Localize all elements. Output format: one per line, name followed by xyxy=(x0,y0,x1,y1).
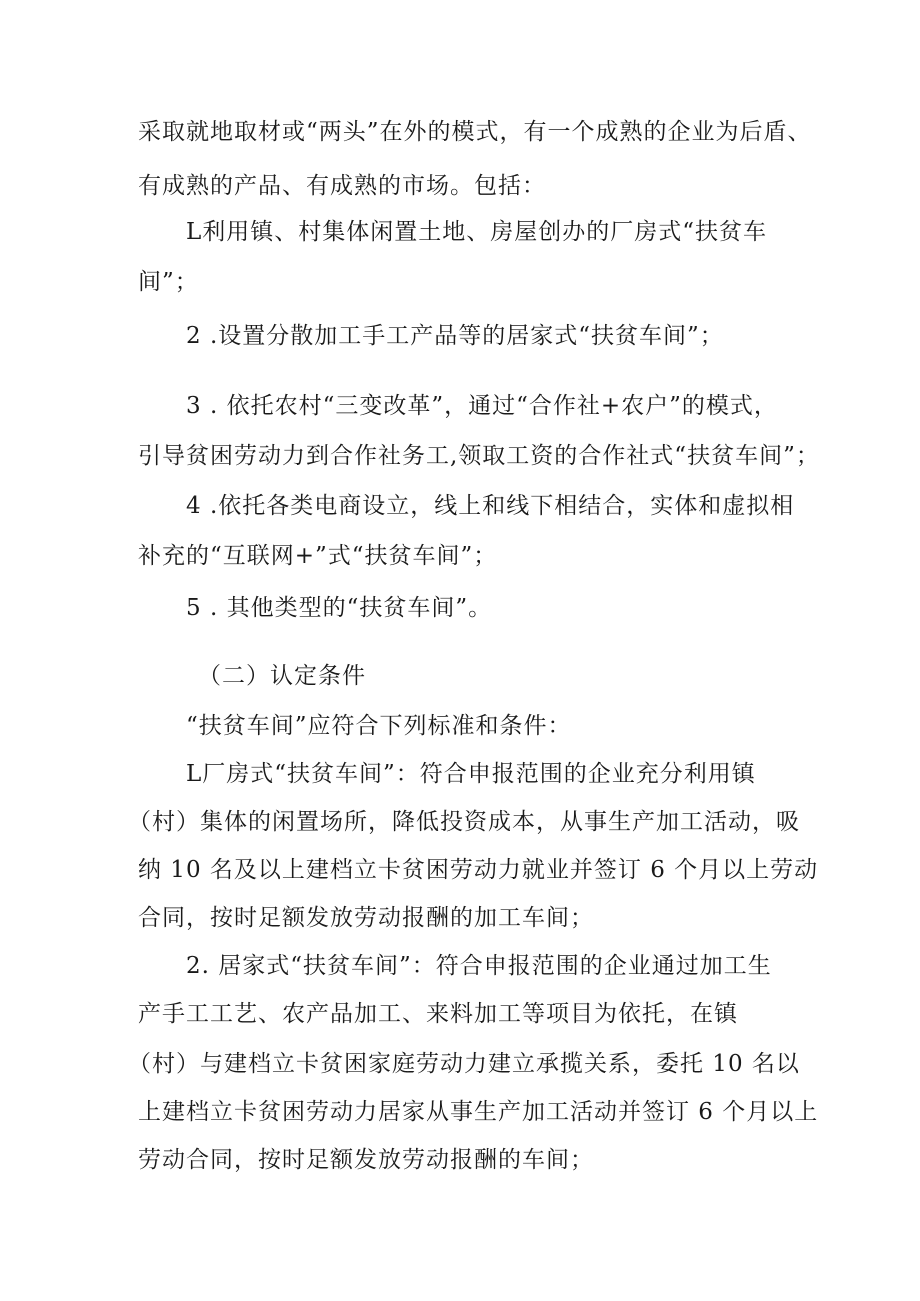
text-line: 间”； xyxy=(138,269,199,295)
text-line: L厂房式“扶贫车间”：符合申报范围的企业充分利用镇 xyxy=(186,761,756,787)
text-line: 合同，按时足额发放劳动报酬的加工车间； xyxy=(138,905,594,931)
text-line: 有成熟的产品、有成熟的市场。包括： xyxy=(138,173,546,199)
text-line: 3 . 依托农村“三变改革”，通过“合作社+农户”的模式， xyxy=(186,393,778,419)
text-line: （村）与建档立卡贫困家庭劳动力建立承揽关系，委托 10 名以 xyxy=(128,1051,800,1077)
text-line: （村）集体的闲置场所，降低投资成本，从事生产加工活动，吸 xyxy=(128,809,800,835)
text-line: 4 .依托各类电商设立，线上和线下相结合，实体和虚拟相 xyxy=(186,493,795,519)
text-line: 产手工工艺、农产品加工、来料加工等项目为依托，在镇 xyxy=(138,1001,738,1027)
text-line: 2 .设置分散加工手工产品等的居家式“扶贫车间”； xyxy=(186,323,724,349)
text-line: 纳 10 名及以上建档立卡贫困劳动力就业并签订 6 个月以上劳动 xyxy=(138,857,819,883)
text-line: 引导贫困劳动力到合作社务工,领取工资的合作社式“扶贫车间”； xyxy=(138,443,820,469)
text-line: 2. 居家式“扶贫车间”：符合申报范围的企业通过加工生 xyxy=(186,953,772,979)
text-line: L利用镇、村集体闲置土地、房屋创办的厂房式“扶贫车 xyxy=(186,219,768,245)
text-line: “扶贫车间”应符合下列标准和条件： xyxy=(186,713,572,739)
text-line: 补充的“互联网+”式“扶贫车间”； xyxy=(138,543,498,569)
text-line: 劳动合同，按时足额发放劳动报酬的车间； xyxy=(138,1147,594,1173)
text-line: 采取就地取材或“两头”在外的模式，有一个成熟的企业为后盾、 xyxy=(138,119,812,145)
text-line: 5 . 其他类型的“扶贫车间”。 xyxy=(186,595,493,621)
section-heading: （二）认定条件 xyxy=(198,663,366,689)
text-line: 上建档立卡贫困劳动力居家从事生产加工活动并签订 6 个月以上 xyxy=(138,1099,819,1125)
